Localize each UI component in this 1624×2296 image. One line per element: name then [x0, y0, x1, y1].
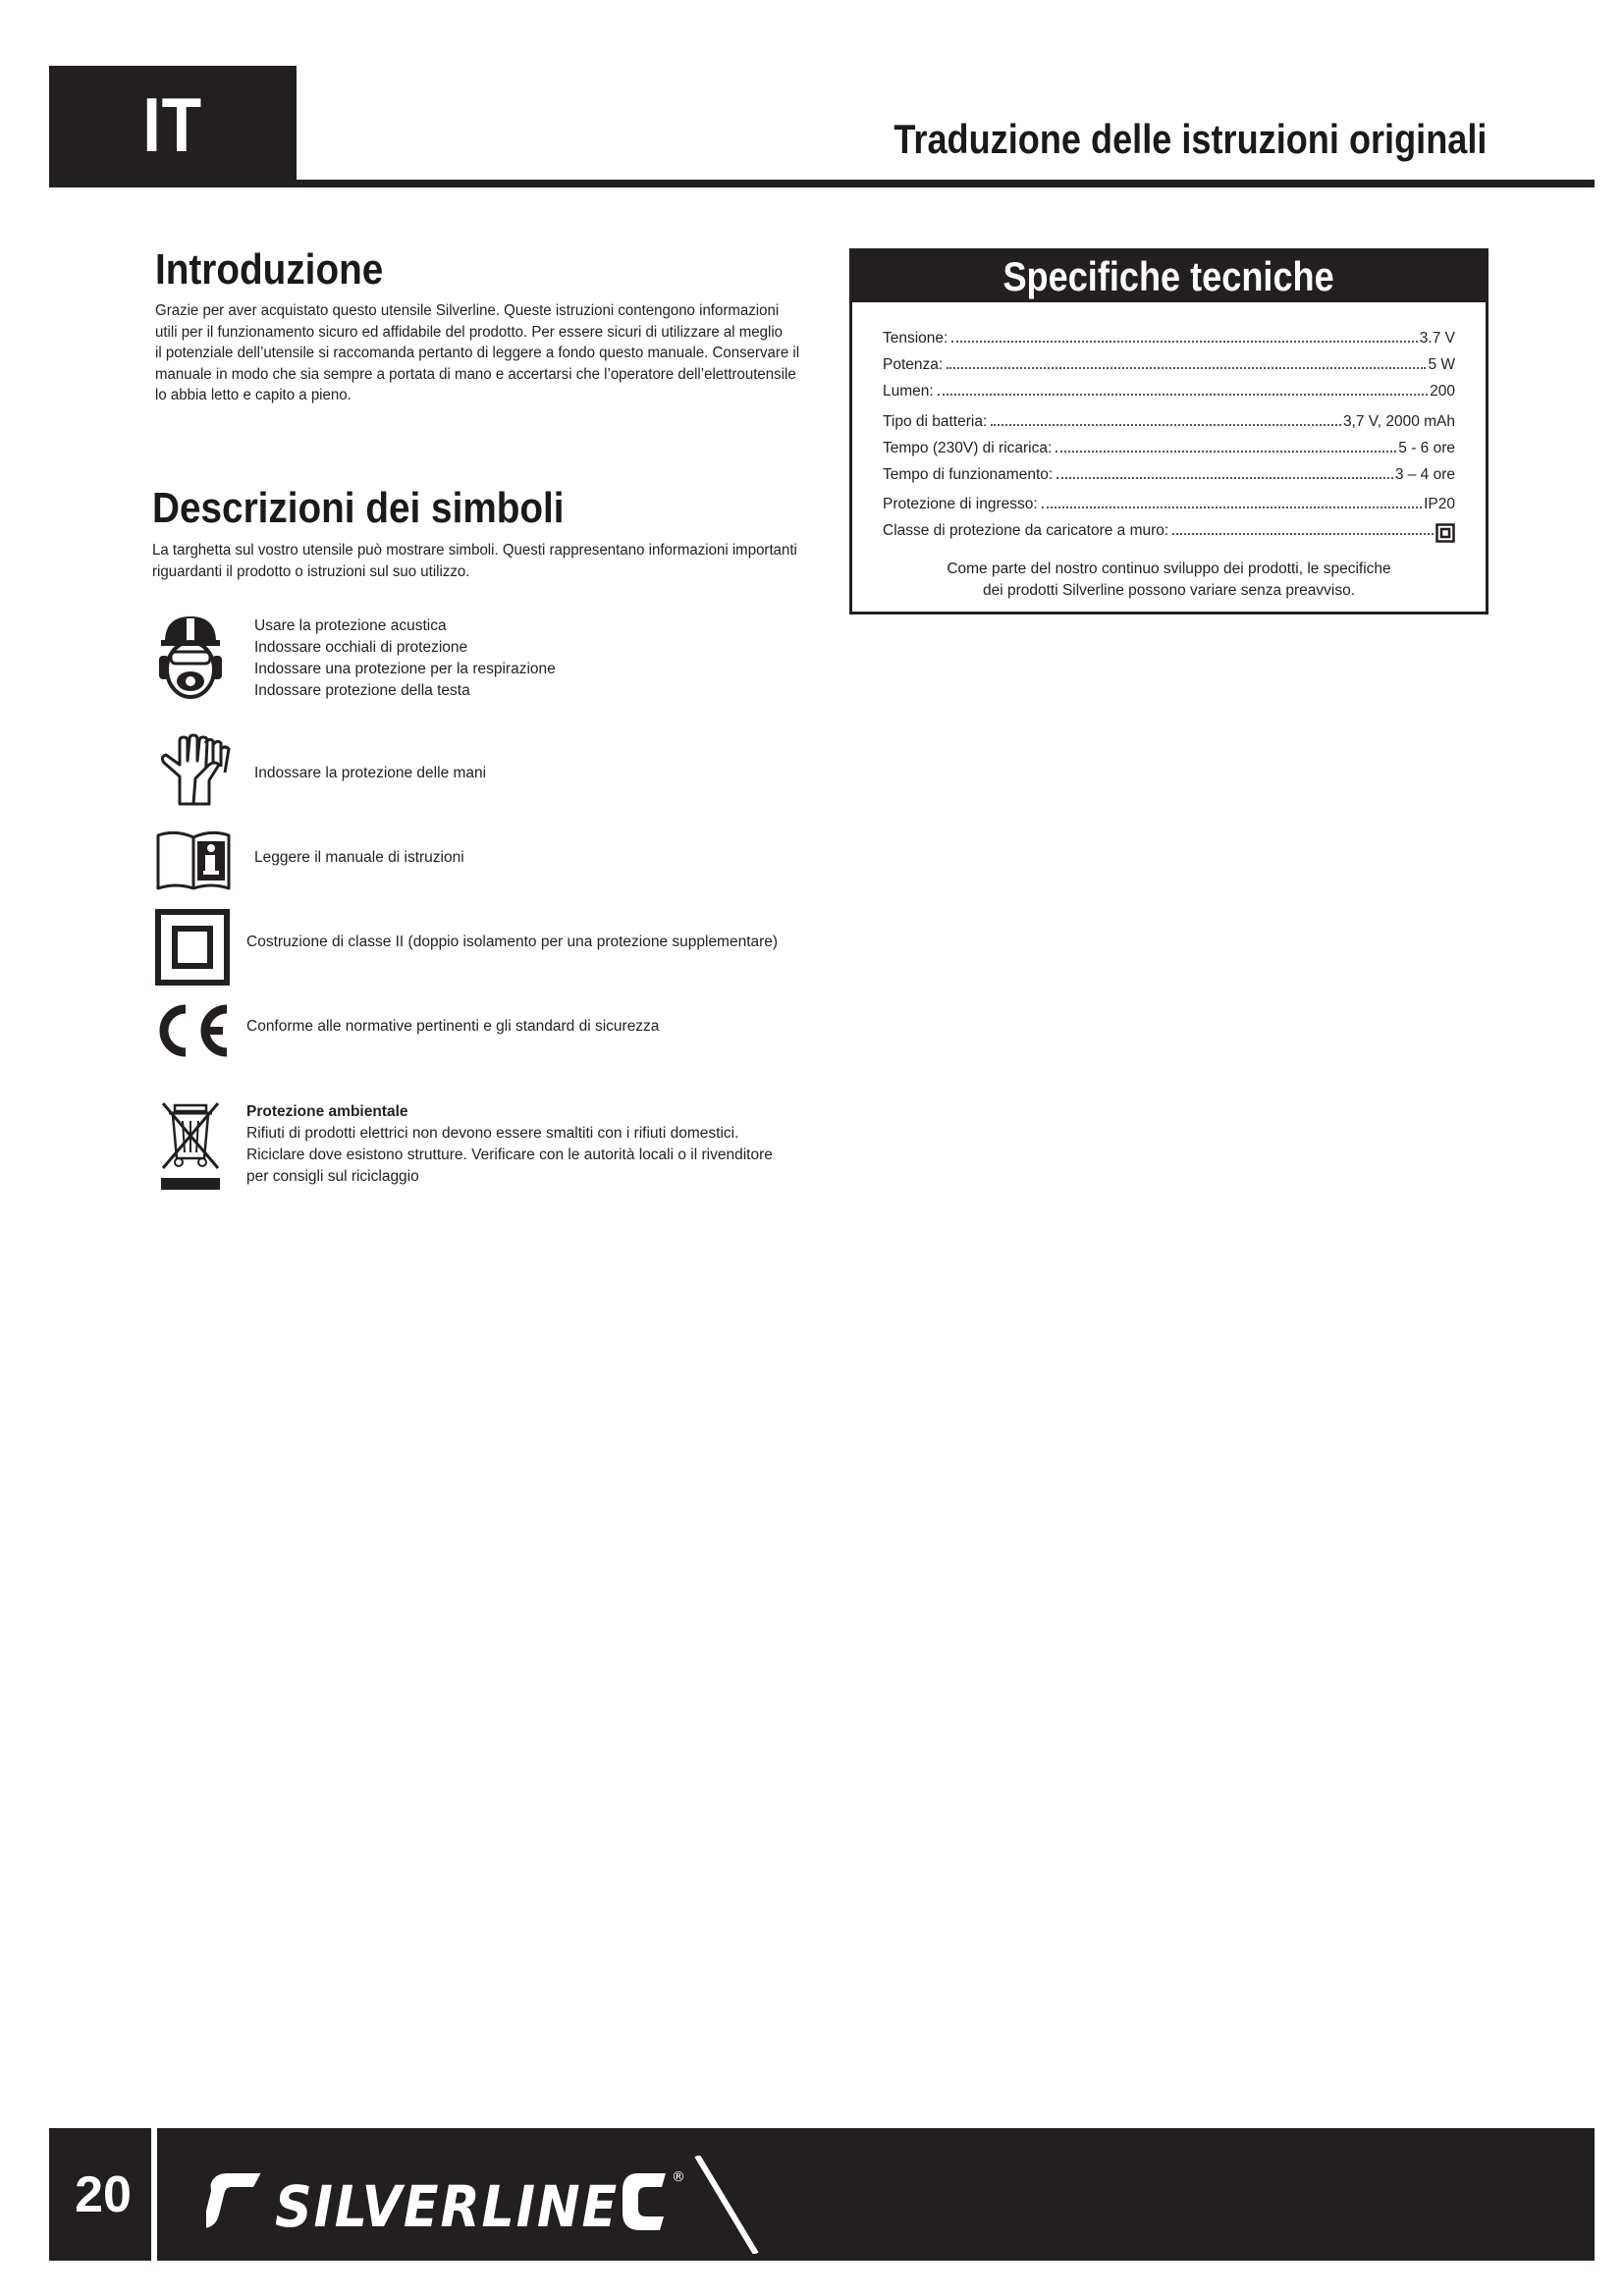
document-title: Traduzione delle istruzioni originali	[893, 116, 1487, 162]
spec-row	[883, 466, 1455, 488]
symbol-line: Indossare protezione della testa	[254, 682, 470, 699]
symbols-intro-line: La targhetta sul vostro utensile può mostrare simboli. Questi rappresentano informazioni importanti	[152, 542, 797, 559]
spec-label: Tipo di batteria:	[883, 413, 988, 430]
symbol-line: Rifiuti di prodotti elettrici non devono essere smaltiti con i rifiuti domestici.	[246, 1125, 739, 1142]
intro-line: manuale in modo che sia sempre a portata di mano e accertarsi che l’operatore dell’elettroutensile	[155, 365, 796, 383]
ppe-head-icon	[157, 613, 224, 699]
intro-line: il potenziale dell’utensile si raccomanda pertanto di leggere a fondo questo manuale. Conservare il	[155, 345, 800, 361]
symbol-class-ii-text: Costruzione di classe II (doppio isolamento per una protezione supplementare)	[246, 934, 779, 950]
symbols-heading: Descrizioni dei simboli	[152, 484, 565, 532]
gloves-icon	[150, 733, 233, 808]
footer-divider	[151, 2128, 157, 2261]
spec-row	[883, 440, 1455, 461]
intro-line: lo abbia letto e capito a pieno.	[155, 387, 352, 403]
silverline-logo	[206, 2156, 795, 2254]
specs-note-line: Come parte del nostro continuo sviluppo dei prodotti, le specifiche	[947, 561, 1391, 577]
symbol-line: Usare la protezione acustica	[254, 617, 447, 634]
symbol-line: Indossare una protezione per la respirazione	[254, 661, 556, 677]
spec-value: 3 – 4 ore	[1394, 466, 1455, 483]
spec-label: Tensione:	[883, 330, 948, 347]
spec-value: 3.7 V	[1419, 330, 1455, 347]
intro-heading: Introduzione	[155, 245, 384, 294]
brand-text: SILVERLINE	[275, 2173, 619, 2240]
ce-mark-icon	[152, 1003, 231, 1058]
specs-panel	[849, 248, 1489, 614]
spec-label: Tempo (230V) di ricarica:	[883, 440, 1053, 456]
spec-value: 5 - 6 ore	[1398, 440, 1455, 456]
symbol-ppe-text	[254, 615, 556, 702]
header-rule	[49, 180, 1595, 187]
spec-value: IP20	[1424, 496, 1455, 512]
page-number: 20	[75, 2165, 132, 2223]
intro-line: Grazie per aver acquistato questo utensile Silverline. Queste istruzioni contengono informazioni	[155, 302, 780, 319]
language-tab	[49, 66, 297, 184]
spec-label: Potenza:	[883, 356, 944, 373]
spec-value: 3,7 V, 2000 mAh	[1342, 413, 1455, 430]
spec-row	[883, 496, 1455, 517]
symbol-gloves-text: Indossare la protezione delle mani	[254, 765, 487, 781]
spec-row	[883, 522, 1455, 544]
symbol-weee-title: Protezione ambientale	[246, 1103, 408, 1120]
spec-row	[883, 413, 1455, 435]
spec-row	[883, 383, 1455, 404]
symbols-intro	[152, 540, 817, 582]
symbols-intro-line: riguardanti il prodotto o istruzioni sul suo utilizzo.	[152, 562, 470, 580]
symbol-manual-text: Leggere il manuale di istruzioni	[254, 849, 464, 866]
symbol-line: Indossare occhiali di protezione	[254, 639, 468, 656]
specs-header	[852, 251, 1486, 302]
spec-value: 5 W	[1428, 356, 1455, 373]
symbol-line: per consigli sul riciclaggio	[246, 1168, 419, 1185]
spec-label: Tempo di funzionamento:	[883, 466, 1054, 483]
spec-label: Classe di protezione da caricatore a muro:	[883, 522, 1169, 539]
class-ii-icon	[1435, 523, 1455, 543]
spec-label: Lumen:	[883, 383, 934, 400]
specs-note	[852, 559, 1486, 602]
spec-row	[883, 330, 1455, 351]
class-ii-icon	[155, 909, 230, 986]
intro-paragraph	[155, 300, 819, 406]
spec-value: 200	[1430, 383, 1455, 400]
spec-label: Protezione di ingresso:	[883, 496, 1038, 512]
language-code: IT	[142, 80, 203, 168]
symbol-weee-text	[246, 1101, 773, 1188]
symbol-ce-text: Conforme alle normative pertinenti e gli standard di sicurezza	[246, 1018, 660, 1035]
weee-bin-icon	[157, 1099, 224, 1192]
symbol-line: Riciclare dove esistono strutture. Verificare con le autorità locali o il rivenditore	[246, 1147, 773, 1163]
registered-mark: ®	[672, 2169, 685, 2185]
specs-title: Specifiche tecniche	[1002, 253, 1335, 299]
intro-line: utili per il funzionamento sicuro ed affidabile del prodotto. Per essere sicuri di utilizzare al meglio	[155, 323, 784, 341]
specs-note-line: dei prodotti Silverline possono variare senza preavviso.	[982, 582, 1356, 599]
manual-icon	[154, 828, 233, 892]
spec-row	[883, 356, 1455, 378]
